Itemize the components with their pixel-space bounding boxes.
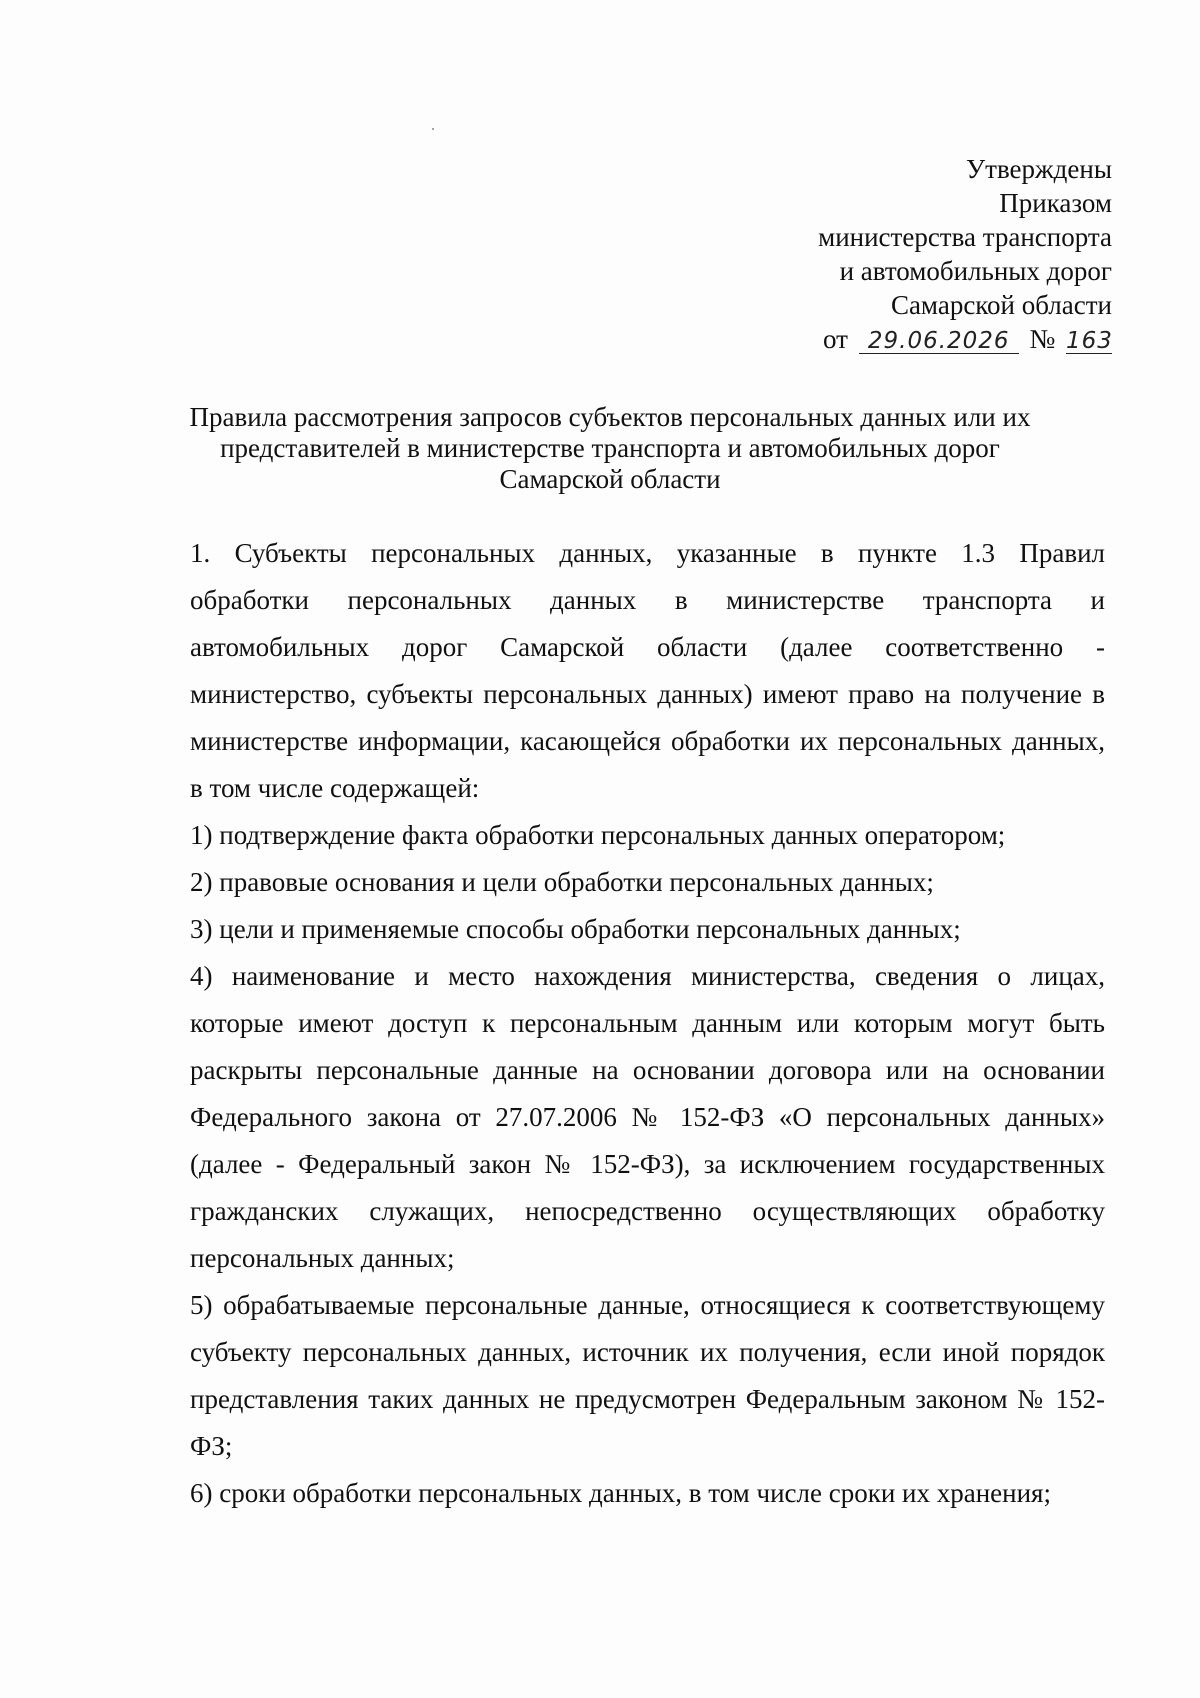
- approval-date-line: [818, 322, 1112, 356]
- list-item-2: 2) правовые основания и цели обработки персональных данных;: [190, 867, 934, 897]
- text-line: представления таких данных не предусмотрен Федеральным законом № 152-: [190, 1384, 1105, 1414]
- handwritten-date: 29.06.2026: [859, 329, 1019, 354]
- text-line: раскрыты персональные данные на основании договора или на основании: [190, 1055, 1105, 1085]
- paragraph-1: [190, 530, 1105, 812]
- text-line: обработки персональных данных в министерстве транспорта и: [190, 585, 1105, 615]
- scan-speck: [432, 128, 434, 130]
- list-item-1: 1) подтверждение факта обработки персональных данных оператором;: [190, 820, 1006, 850]
- text-line: персональных данных;: [190, 1243, 455, 1273]
- text-line: министерство, субъекты персональных данных) имеют право на получение в: [190, 679, 1105, 709]
- approval-stamp-block: [818, 152, 1112, 356]
- text-line: которые имеют доступ к персональным данным или которым могут быть: [190, 1008, 1105, 1038]
- text-line: министерстве информации, касающейся обработки их персональных данных,: [190, 726, 1105, 756]
- document-title: [150, 402, 1070, 495]
- approval-line: Самарской области: [890, 290, 1112, 320]
- text-line: (далее - Федеральный закон № 152-ФЗ), за исключением государственных: [190, 1149, 1105, 1179]
- text-line: в том числе содержащей:: [190, 773, 480, 803]
- approval-line: министерства транспорта: [818, 222, 1112, 252]
- handwritten-number: 163: [1066, 328, 1113, 354]
- text-line: 1. Субъекты персональных данных, указанные в пункте 1.3 Правил: [190, 538, 1105, 568]
- text-line: Федерального закона от 27.07.2006 № 152-ФЗ «О персональных данных»: [190, 1102, 1105, 1132]
- text-line: ФЗ;: [190, 1431, 233, 1461]
- number-sign: №: [1029, 324, 1056, 354]
- text-line: автомобильных дорог Самарской области (далее соответственно -: [190, 632, 1105, 662]
- approval-line: Приказом: [999, 188, 1112, 218]
- date-prefix: от: [823, 324, 848, 354]
- approval-line: Утверждены: [966, 154, 1112, 184]
- text-line: субъекту персональных данных, источник их получения, если иной порядок: [190, 1337, 1105, 1367]
- title-line: Правила рассмотрения запросов субъектов персональных данных или их: [189, 402, 1031, 432]
- approval-line: и автомобильных дорог: [839, 256, 1112, 286]
- list-item-5: [190, 1282, 1105, 1470]
- list-item-3: 3) цели и применяемые способы обработки персональных данных;: [190, 914, 961, 944]
- list-item-4: [190, 953, 1105, 1282]
- document-body: [190, 530, 1105, 1517]
- text-line: гражданских служащих, непосредственно осуществляющих обработку: [190, 1196, 1105, 1226]
- title-line: Самарской области: [499, 464, 721, 494]
- title-line: представителей в министерстве транспорта и автомобильных дорог: [220, 433, 1000, 463]
- text-line: 4) наименование и место нахождения министерства, сведения о лицах,: [190, 961, 1105, 991]
- text-line: 5) обрабатываемые персональные данные, относящиеся к соответствующему: [190, 1290, 1105, 1320]
- list-item-6: 6) сроки обработки персональных данных, в том числе сроки их хранения;: [190, 1478, 1051, 1508]
